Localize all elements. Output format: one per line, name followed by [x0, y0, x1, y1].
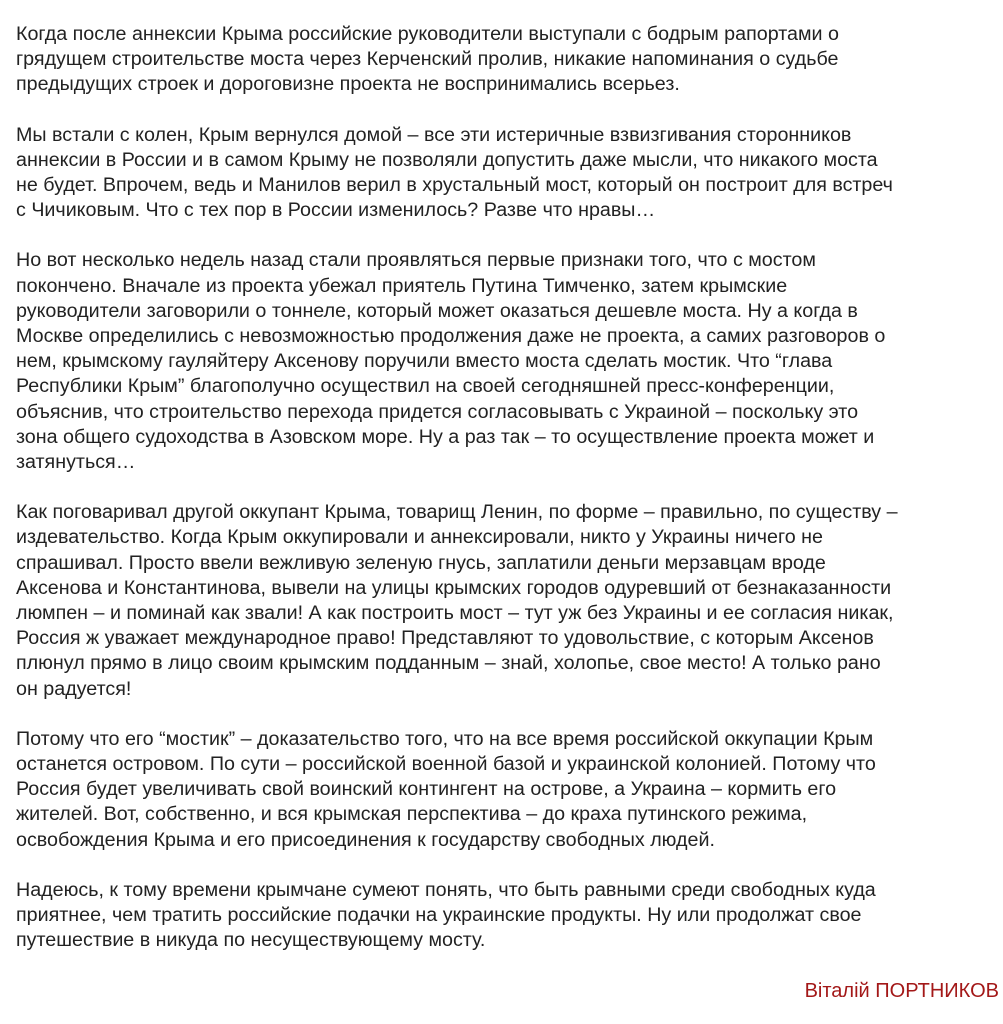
paragraph-4: Как поговаривал другой оккупант Крыма, товарищ Ленин, по форме – правильно, по существу – издевательство. Когда Крым оккупировали и аннексировали, никто у Украины ничего не спрашивал. Просто ввели вежливую зеленую гнусь, заплатили деньги мерзавцам вроде Аксенова и Константинова, вывели на улицы крымских городов одуревший от безнаказанности люмпен – и поминай как звали! А как построить мост – тут уж без Украины и ее согласия никак, Россия ж уважает международное право! Представляют то удовольствие, с которым Аксенов плюнул прямо в лицо своим крымским подданным – знай, холопье, свое место! А только рано он радуется!	[16, 501, 898, 700]
paragraph-3: Но вот несколько недель назад стали проявляться первые признаки того, что с мостом покончено. Вначале из проекта убежал приятель Путина Тимченко, затем крымские руководители заговорили о тоннеле, который может оказаться дешевле моста. Ну а когда в Москве определились с невозможностью продолжения даже не проекта, а самих разговоров о нем, крымскому гауляйтеру Аксенову поручили вместо моста сделать мостик. Что “глава Республики Крым” благополучно осуществил на своей сегодняшней пресс-конференции, объяснив, что строительство перехода придется согласовывать с Украиной – поскольку это зона общего судоходства в Азовском море. Ну а раз так – то осуществление проекта может и затянуться…	[16, 249, 886, 474]
paragraph-2: Мы встали с колен, Крым вернулся домой – все эти истеричные взвизгивания сторонников аннексии в России и в самом Крыму не позволяли допустить даже мысли, что никакого моста не будет. Впрочем, ведь и Манилов верил в хрустальный мост, который он построит для встреч с Чичиковым. Что с тех пор в России изменилось? Разве что нравы…	[16, 123, 893, 222]
paragraph-1: Когда после аннексии Крыма российские руководители выступали с бодрым рапортами о грядущем строительстве моста через Керченский пролив, никакие напоминания о судьбе предыдущих строек и дороговизне проекта не воспринимались всерьез.	[16, 23, 839, 96]
paragraph-6: Надеюсь, к тому времени крымчане сумеют понять, что быть равными среди свободных куда приятнее, чем тратить российские подачки на украинские продукты. Ну или продолжат свое путешествие в никуда по несуществующему мосту.	[16, 878, 876, 952]
author-signature: Віталій ПОРТНИКОВ	[804, 980, 999, 1002]
paragraph-5: Потому что его “мостик” – доказательство того, что на все время российской оккупации Крым останется островом. По сути – российской военной базой и украинской колонией. Потому что Россия будет увеличивать свой воинский контингент на острове, а Украина – кормить его жителей. Вот, собственно, и вся крымская перспектива – до краха путинского режима, освобождения Крыма и его присоединения к государству свободных людей.	[16, 727, 876, 851]
article-body	[16, 22, 1001, 954]
